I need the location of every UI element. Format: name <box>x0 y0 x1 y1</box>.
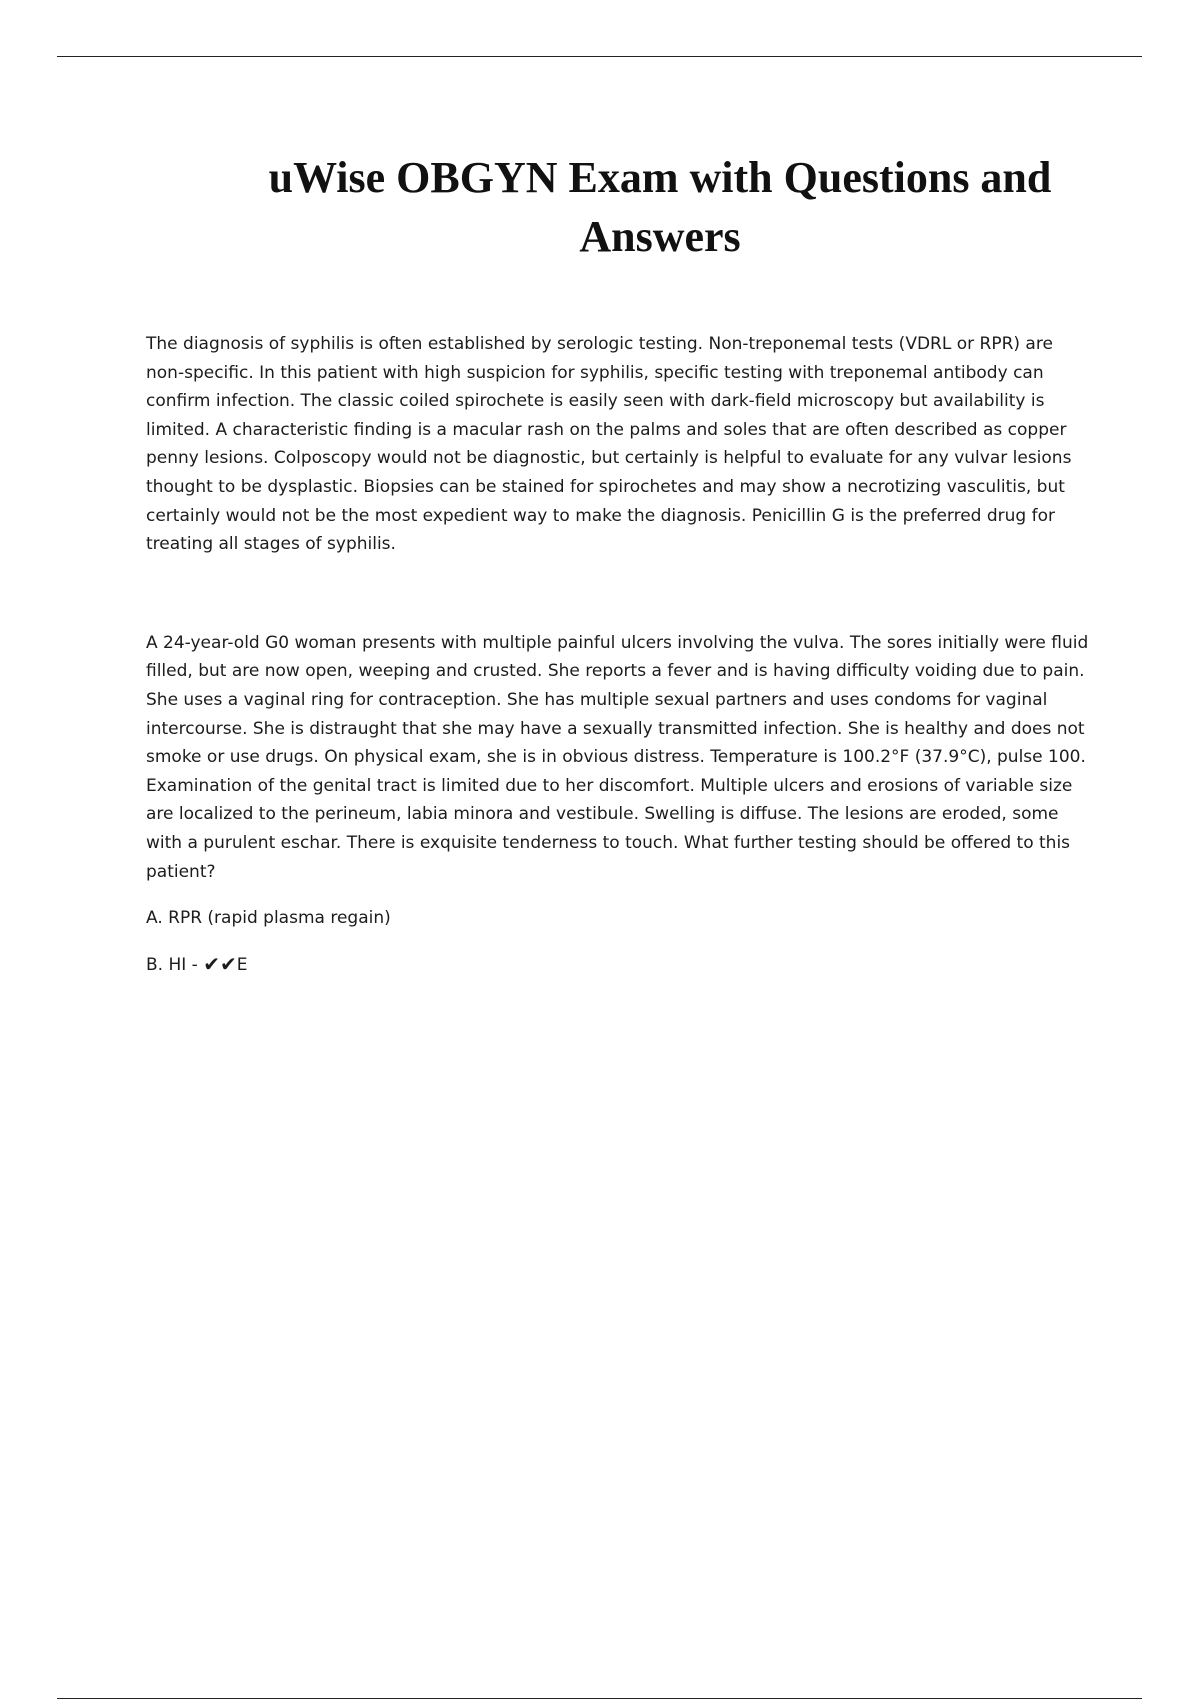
page-title: uWise OBGYN Exam with Questions and Answers <box>268 153 1052 261</box>
document-body <box>146 330 1096 979</box>
answer-option-b-suffix: E <box>236 954 248 975</box>
top-rule <box>57 56 1142 57</box>
check-mark-icon: ✔✔ <box>203 951 237 976</box>
question-paragraph: A 24-year-old G0 woman presents with multiple painful ulcers involving the vulva. The sores initially were fluid filled, but are now open, weeping and crusted. She reports a fever and is having difficulty voiding due to pain. She uses a vaginal ring for contraception. She has multiple sexual partners and uses condoms for vaginal intercourse. She is distraught that she may have a sexually transmitted infection. She is healthy and does not smoke or use drugs. On physical exam, she is in obvious distress. Temperature is 100.2°F (37.9°C), pulse 100. Examination of the genital tract is limited due to her discomfort. Multiple ulcers and erosions of variable size are localized to the perineum, labia minora and vestibule. Swelling is diffuse. The lesions are eroded, some with a purulent eschar. There is exquisite tenderness to touch. What further testing should be offered to this patient? <box>146 632 1089 882</box>
bottom-rule <box>57 1698 1142 1699</box>
answer-option-b-prefix: B. HI - <box>146 954 204 975</box>
explanation-paragraph: The diagnosis of syphilis is often established by serologic testing. Non-treponemal tests (VDRL or RPR) are non-specific. In this patient with high suspicion for syphilis, specific testing with treponemal antibody can confirm infection. The classic coiled spirochete is easily seen with dark-field microscopy but availability is limited. A characteristic finding is a macular rash on the palms and soles that are often described as copper penny lesions. Colposcopy would not be diagnostic, but certainly is helpful to evaluate for any vulvar lesions thought to be dysplastic. Biopsies can be stained for spirochetes and may show a necrotizing vasculitis, but certainly would not be the most expedient way to make the diagnosis. Penicillin G is the preferred drug for treating all stages of syphilis. <box>146 334 1072 555</box>
answer-option-b <box>146 951 1096 980</box>
answer-option-a: A. RPR (rapid plasma regain) <box>146 908 391 929</box>
